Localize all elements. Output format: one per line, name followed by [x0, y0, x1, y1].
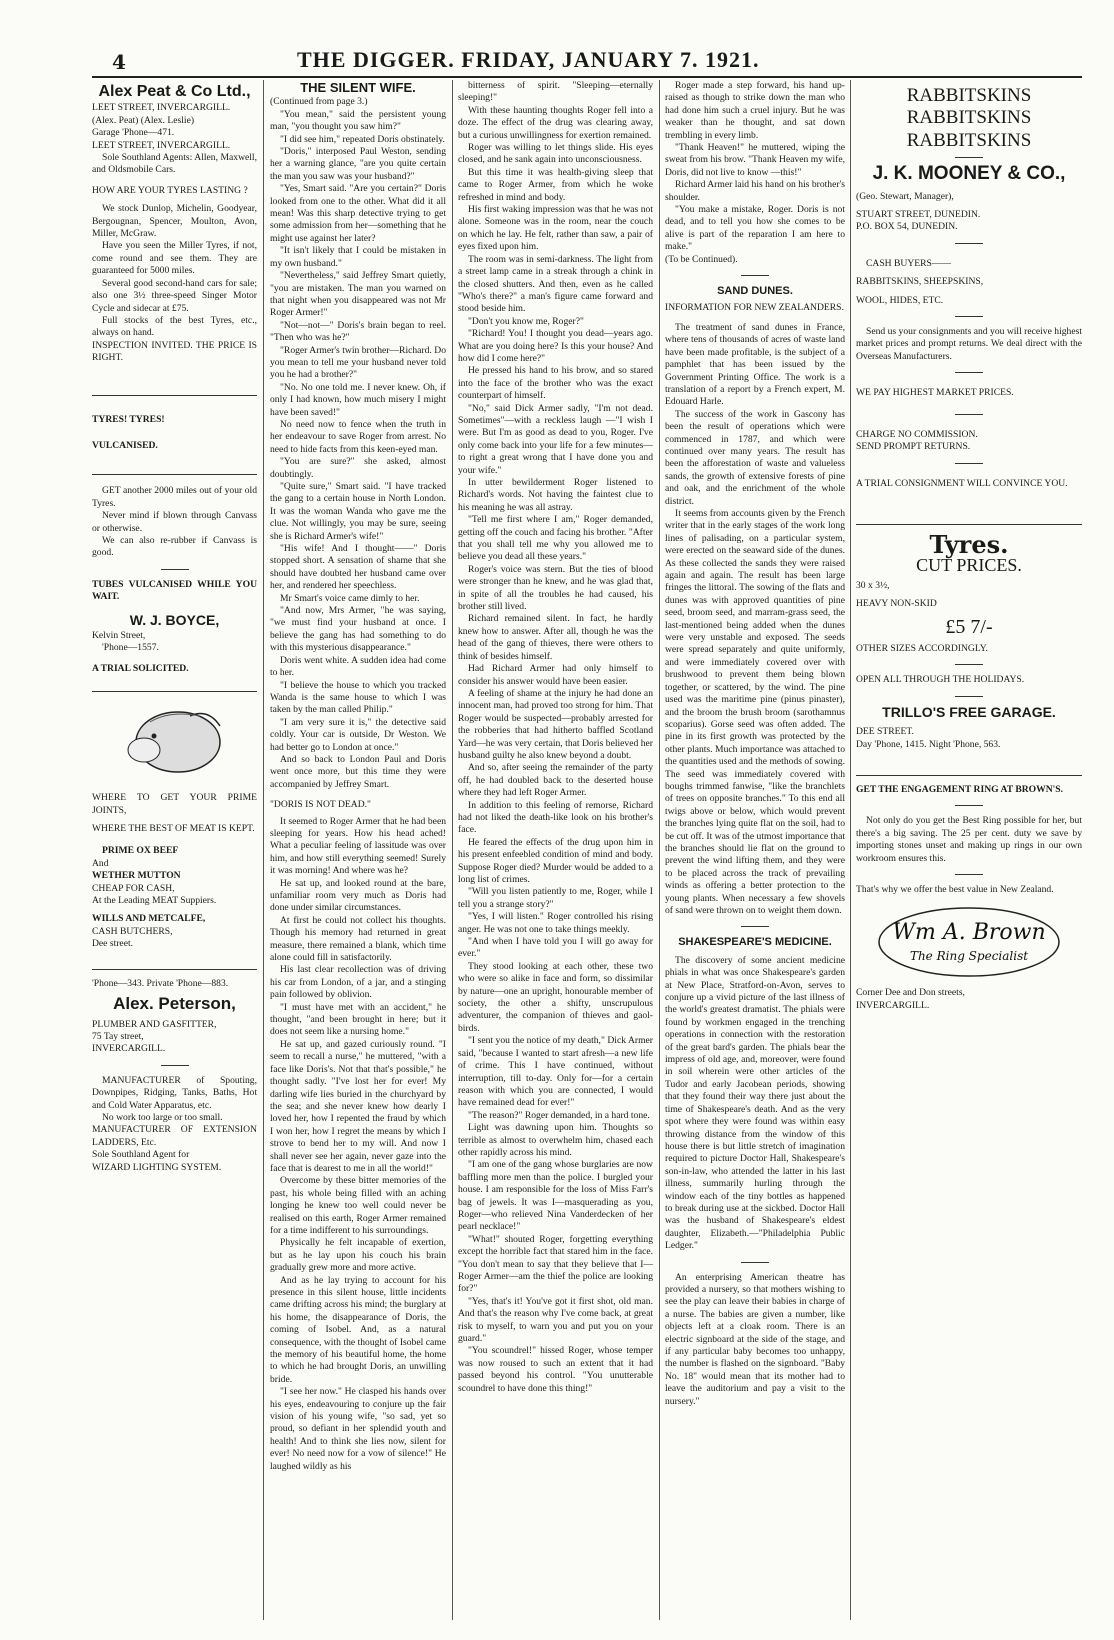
brown-text: Not only do you get the Best Ring possible for her, but there's a big saving. The 25 per cent. duty we save by importing stones unset and making up rings in our own workroom ensures this.	[856, 815, 1082, 864]
sand-dunes-body	[665, 322, 845, 918]
open-holidays: OPEN ALL THROUGH THE HOLIDAYS.	[856, 674, 1025, 686]
shakespeare-title: SHAKESPEARE'S MEDICINE.	[678, 936, 832, 949]
butcher-leading: At the Leading MEAT Suppiers.	[92, 895, 217, 907]
brown-corner: Corner Dee and Don streets,	[856, 987, 965, 999]
theatre-nursery-text: An enterprising American theatre has provided a nursery, so that mothers wishing to see the play can leave their babies in charge of a nurse. The babies are given a number, like objects left at a cloak room. There is an electric signboard at the side of the stage, and if any particular baby becomes too unhappy, the number is flashed on the signboard. "Baby No. 18" would mean that its mother had to leave the auditorium and pay a visit to the nursery."	[665, 1271, 845, 1407]
paragraph: His first waking impression was that he was not alone. Someone was in the room, near the couch on which he lay. He felt, rather than saw, a pair of eyes fixed upon him.	[458, 204, 653, 253]
paragraph: But this time it was health-giving sleep that came to Roger Armer, from which he woke refreshed in mind and body.	[458, 166, 653, 203]
mooney-pay: WE PAY HIGHEST MARKET PRICES.	[856, 387, 1014, 399]
masthead	[92, 44, 1082, 78]
paragraph: bitterness of spirit. "Sleeping—eternally sleeping!"	[458, 80, 653, 104]
paragraph: "Yes, that's it! You've got it first shot, old man. And that's the reason why I've come back, at great risk to myself, to warn you and put you on your guard."	[458, 1295, 653, 1345]
paragraph: Roger's voice was stern. But the ties of blood were stronger than he knew, and he was glad that, in spite of all the troubles he had caused, his brother still lived.	[458, 563, 653, 613]
paragraph: "I believe the house to which you tracked Wanda is the same house to which I was taken by the man called Philip."	[270, 679, 446, 716]
paragraph: "I did see him," repeated Doris obstinately.	[280, 133, 445, 145]
peterson-phones: 'Phone—343. Private 'Phone—883.	[92, 977, 229, 989]
boyce-text: GET another 2000 miles out of your old Tyres.	[92, 485, 257, 509]
boyce-text: Never mind if blown through Canvass or otherwise.	[92, 510, 257, 534]
paragraph: "Not—not—" Doris's brain began to reel. "Then who was he?"	[270, 319, 446, 344]
peat-name: Alex Peat & Co Ltd.,	[98, 83, 251, 100]
divider	[92, 969, 257, 970]
paragraph: "Yes, Smart said. "Are you certain?" Doris looked from one to the other. What did it all mean! Was this sharp detective trying to get some admission from her—something that he might use against her later?	[270, 183, 446, 244]
paragraph: In utter bewilderment Roger listened to Richard's words. Not having the faintest clue to his meaning he was all astray.	[458, 477, 653, 513]
mooney-wool: WOOL, HIDES, ETC.	[856, 294, 944, 306]
boyce-phone: 'Phone—1557.	[102, 642, 159, 654]
paragraph: "Yes, I will listen." Roger controlled his rising anger. He was not one to take things meekly.	[458, 911, 653, 935]
paragraph: "Richard! You! I thought you dead—years ago. What are you doing here? Is this your house? And how did I come here?"	[458, 328, 653, 364]
boyce-trial: A TRIAL SOLICITED.	[92, 662, 189, 674]
peat-miller: Have you seen the Miller Tyres, if not, come round and see them. They are guaranteed for 5000 miles.	[92, 240, 257, 277]
paragraph: It seems from accounts given by the French writer that in the early stages of the work long lines of palisading, on a particular system, were erected on the seaward side of the dunes. As these collected the sands they were raised again and again. The result has been large fringes the littoral. The sowing of the flats and dunes was with approved quantities of pine seed, broom seed, and marram-grass seed, the last-mentioned being added when the dunes were very unstable and exposed. The seeds were spread separately and quite uniformly, and were immediately covered over with brushwood to prevent them being blown together, or scattered, by the wind. The pine used was the maritime pine (pinus pinaster), and the broom the brush broom (sarothamnus scoparius). Gorse seed was often added. The pine in its first growth was protected by the other plants. Much importance was attached to the quantities used and the methods of sowing. The seed was immediately covered with boughs trimmed fanwise, "like the branchlets of trees on opposite branches." To this end all twigs above or below, which would prevent the branches lying quite flat on the soil, had to be cut off. It was of the utmost importance that the branches should lie flat on the ground to prevent the wind lifting them, and they were to be placed across the track of prevailing winds as offering a better protection to the young plants. When necessary a few shovels of sand were thrown on to weight them down.	[665, 508, 845, 916]
peterson-text: MANUFACTURER of Spouting, Downpipes, Ridging, Tanks, Baths, Hot and Cold Water Apparatus, etc.	[92, 1074, 257, 1111]
newspaper-title: THE DIGGER. FRIDAY, JANUARY 7. 1921.	[297, 47, 760, 72]
divider	[741, 1262, 769, 1263]
paragraph: With these haunting thoughts Roger fell into a doze. The effect of the drug was clearing away, but a curious unwillingness for exertion remained.	[458, 104, 653, 141]
divider	[856, 775, 1082, 776]
divider	[92, 691, 257, 692]
paragraph: The discovery of some ancient medicine phials in what was once Shakespeare's garden at New Place, Stratford-on-Avon, serves to conjure up a vivid picture of the last illness of the world's greatest dramatist. The phials were found by workmen engaged in the trenching operations in connection with the restoration of the great bard's garden. The phials bear the impress of old age, and, moreover, were found in soil wherein were other articles of the Tudor and early Jacobean periods, showing that they found their way there just about the time of Shakespeare's death. And as the very spot where they were found was within easy throwing distance from the window of this house there is but little stretch of imagination required to picture Doctor Hall, Shakespeare's son-in-law, who attended the latter in his last illness, summarily hurling through the window each of the tiny bottles as happened to break during use at the sickbed. Doctor Hall was the husband of Shakespeare's eldest daughter, Elizabeth.—"Philadelphia Public Ledger."	[665, 954, 845, 1252]
to-be-continued: (To be Continued).	[665, 253, 738, 265]
tyre-price: £5 7/-	[945, 615, 993, 638]
butcher-line: WHERE THE BEST OF MEAT IS KEPT.	[92, 823, 255, 835]
divider	[955, 157, 983, 158]
paragraph: Physically he felt incapable of exertion, but as he lay upon his couch his brain gradually grew more and more active.	[270, 1237, 446, 1274]
column-advertisements-right	[856, 80, 1082, 1615]
story-body	[270, 109, 446, 791]
paragraph: "What!" shouted Roger, forgetting everything except the horrible fact that stared him in the face. "You don't mean to say that they believe that I—Roger Armer—am the thief the police are looking for?"	[458, 1233, 653, 1295]
tyre-size: 30 x 3½,	[856, 579, 890, 591]
paragraph: It seemed to Roger Armer that he had been sleeping for years. How his head ached! What a peculiar feeling of lassitude was over him, and how still everything seemed! Surely it was morning! And where was he?	[270, 815, 446, 877]
paragraph: His last clear recollection was of driving his car from London, of a jar, and a stinging pain followed by oblivion.	[270, 964, 446, 1001]
brown-heading: GET THE ENGAGEMENT RING AT BROWN'S.	[856, 783, 1064, 795]
column-advertisements-left	[92, 80, 257, 1615]
paragraph: Roger made a step forward, his hand up-raised as though to strike down the man who had done him such a cruel injury. But he was weaker than he thought, and sat down trembling in every limb.	[665, 80, 845, 141]
story-subheading: "DORIS IS NOT DEAD."	[270, 799, 371, 811]
peterson-street: 75 Tay street,	[92, 1030, 144, 1042]
shakespeare-body	[665, 955, 845, 1253]
mooney-send: Send us your consignments and you will receive highest market prices and prompt returns. We deal direct with the Overseas Manufacturers.	[856, 326, 1082, 362]
paragraph: "Will you listen patiently to me, Roger, while I tell you a strange story?"	[458, 886, 653, 910]
mooney-box: P.O. BOX 54, DUNEDIN.	[856, 221, 958, 233]
butcher-name: WILLS AND METCALFE,	[92, 913, 206, 925]
trillo-garage: TRILLO'S FREE GARAGE.	[882, 703, 1056, 720]
column-story-continued	[458, 80, 653, 1615]
peat-cars: Several good second-hand cars for sale; also one 3½ three-speed Singer Motor Cycle and sidecar at £75.	[92, 277, 257, 314]
paragraph: And so, after seeing the remainder of the party off, he had doubled back to the deserted house where they had left Roger Armer.	[458, 762, 653, 799]
paragraph: "Nevertheless," said Jeffrey Smart quietly, "you are mistaken. The man you warned on that night when you disappeared was not Mr Roger Armer!"	[270, 270, 446, 319]
paragraph: The room was in semi-darkness. The light from a street lamp came in a streak through a chink in the closed shutters. And then, even as he called "Who's there?" a man's figure came forward and stood beside him.	[458, 253, 653, 315]
story-ending	[665, 80, 845, 254]
paragraph: "I am one of the gang whose burglaries are now baffling more men than the police. I burgled your house. I am responsible for the loss of Miss Farr's bag of jewels. It was I—masquerading as you, Roger—who relieved Nina Vanderdecken of her pearl necklace!"	[458, 1159, 653, 1233]
divider	[955, 372, 983, 373]
divider	[741, 926, 769, 927]
mooney-trial: A TRIAL CONSIGNMENT WILL CONVINCE YOU.	[856, 477, 1068, 489]
story-body-col3	[458, 80, 653, 1395]
peterson-town: INVERCARGILL.	[92, 1043, 166, 1055]
peat-garage: Garage 'Phone—471.	[92, 127, 175, 139]
mooney-charge: CHARGE NO COMMISSION.	[856, 428, 978, 440]
divider	[955, 414, 983, 415]
paragraph: And so back to London Paul and Doris went once more, but this time they were accompanied by Jeffrey Smart.	[270, 753, 446, 790]
peterson-trade: PLUMBER AND GASFITTER,	[92, 1018, 217, 1030]
paragraph: "Tell me first where I am," Roger demanded, getting off the couch and facing his brother. "After that you shall tell me why you allowed me to believe you dead all these years."	[458, 514, 653, 563]
paragraph: Richard remained silent. In fact, he hardly knew how to answer. After all, though he was the head of the gang of thieves, there were others to think of besides himself.	[458, 613, 653, 662]
peat-agents: Sole Southland Agents: Allen, Maxwell, and Oldsmobile Cars.	[92, 152, 257, 176]
paragraph: "No," said Dick Armer sadly, "I'm not dead. Sometimes"—with a reckless laugh —"I wish I were. But I'm as good as dead to you, Roger. I've only come back into your life for a few minutes—to right a great wrong that I have done you and your wife."	[458, 402, 653, 476]
divider	[741, 275, 769, 276]
paragraph: Doris went white. A sudden idea had come to her.	[270, 654, 446, 679]
peat-address2: LEET STREET, INVERCARGILL.	[92, 139, 231, 151]
divider	[161, 1065, 189, 1066]
paragraph: The success of the work in Gascony has been the result of operations which were commenced in 1787, and which were continued over many years. The result has been the afforestation of waste and valueless sands, the growth of extensive forests of pine and oak, and the enrichment of the whole district.	[665, 408, 845, 507]
trillo-phones: Day 'Phone, 1415. Night 'Phone, 563.	[856, 738, 1001, 750]
logo-name: Wm A. Brown	[892, 920, 1046, 946]
paragraph: The treatment of sand dunes in France, where tens of thousands of acres of waste land have been made profitable, is the subject of a pamphlet that has been issued by the Government Printing Office. The work is a translation of a report by a French expert, M. Edouard Harle.	[665, 321, 845, 408]
divider	[955, 696, 983, 697]
mooney-skins: RABBITSKINS, SHEEPSKINS,	[856, 276, 984, 288]
sand-dunes-subtitle: INFORMATION FOR NEW ZEALANDERS.	[665, 301, 844, 313]
paragraph: And as he lay trying to account for his presence in this silent house, little incidents came drifting across his mind; the burglary at his home, the disappearance of Doris, the coming of Isobel. And, as a natural consequence, with the thought of Isobel came the memory of his beautiful home, the home to which he had brought Doris, an unwilling bride.	[270, 1274, 446, 1385]
paragraph: He feared the effects of the drug upon him in his present enfeebled condition of mind and body. Suppose Roger died? Murder would be added to a long list of crimes.	[458, 836, 653, 885]
peat-names: (Alex. Peat) (Alex. Leslie)	[92, 114, 195, 126]
divider	[955, 316, 983, 317]
peterson-text: No work too large or too small.	[102, 1111, 223, 1123]
paragraph: He sat up, and gazed curiously round. "I seem to recall a nurse," he muttered, "with a face like Doris's. Not that that's possible," he thought sadly. "I've lost her for ever! My darling wife lies buried in the churchyard by the sea; and she never knew how dearly I loved her, how I repented the fraud by which I won her, how I regret the means by which I strove to bend her to my will. And now I shall never see her again, never gaze into the face that is dearest to me in all the world!"	[270, 1038, 446, 1174]
rabbitskins-3: RABBITSKINS	[906, 129, 1032, 151]
paragraph: "I sent you the notice of my death," Dick Armer said, "because I wanted to start afresh—a new life of crime. This I have continued, without interruption, till to-day. Only for—for a certain reason with which you are connected, I would have remained dead for ever!"	[458, 1035, 653, 1109]
paragraph: Roger was willing to let things slide. His eyes closed, and he sank again into unconsciousness.	[458, 142, 653, 166]
paragraph: "It isn't likely that I could be mistaken in my own husband."	[270, 245, 446, 269]
tyres-heading: Tyres.	[929, 529, 1009, 559]
story-title: THE SILENT WIFE.	[300, 80, 416, 95]
paragraph: "You mean," said the persistent young man, "you thought you saw him?"	[270, 108, 446, 133]
mooney-buyers: CASH BUYERS——	[866, 257, 952, 269]
paragraph: Light was dawning upon him. Thoughts so terrible as almost to overwhelm him, chased each other rapidly across his mind.	[458, 1122, 653, 1158]
paragraph: No need now to fence when the truth in her endeavour to save Roger from arrest. No need to hide facts from this keen-eyed man.	[270, 418, 446, 455]
boyce-name: W. J. BOYCE,	[129, 611, 220, 628]
paragraph: "I must have met with an accident," he thought, "and been brought in here; but it does not seem like a nursing home."	[270, 1001, 446, 1038]
paragraph: Overcome by these bitter memories of the past, his whole being filled with an aching longing he knew too well could never be realised on this earth, Roger Armer remained for a time indifferent to his surroundings.	[270, 1175, 446, 1236]
brown-value: That's why we offer the best value in New Zealand.	[856, 884, 1054, 895]
divider	[161, 569, 189, 570]
paragraph: "And when I have told you I will go away for ever."	[458, 936, 653, 960]
butcher-mutton: WETHER MUTTON	[92, 870, 181, 882]
peat-address: LEET STREET, INVERCARGILL.	[92, 102, 231, 114]
page-number: 4	[112, 50, 126, 74]
butcher-type: CASH BUTCHERS,	[92, 925, 173, 937]
paragraph: At first he could not collect his thoughts. Though his memory had returned in great measure, there remained a blank, which time alone could fill in satisfactorily.	[270, 914, 446, 964]
rabbitskins-1: RABBITSKINS	[906, 85, 1032, 106]
peat-stock: We stock Dunlop, Michelin, Goodyear, Bergougnan, Spencer, Moulton, Avon, Miller, McGraw.	[92, 203, 257, 240]
column-silent-wife	[270, 80, 446, 1615]
paragraph: "His wife! And I thought——" Doris stopped short. A sensation of shame that she should have doubted her husband came over her, and rendered her speechless.	[270, 543, 446, 592]
paragraph: "Don't you know me, Roger?"	[468, 315, 584, 327]
boyce-vulcanised: VULCANISED.	[92, 439, 158, 451]
mooney-manager: (Geo. Stewart, Manager),	[856, 190, 954, 202]
paragraph: Mr Smart's voice came dimly to her.	[280, 592, 420, 604]
paragraph: "And now, Mrs Armer, "he was saying, "we must find your husband at once. I believe the gang has had something to do with this mysterious disappearance."	[270, 605, 446, 654]
butcher-street: Dee street.	[92, 938, 134, 950]
butcher-line: WHERE TO GET YOUR PRIME JOINTS,	[92, 792, 257, 816]
paragraph: "You make a mistake, Roger. Doris is not dead, and to tell you how she comes to be alive is part of the reparation I am here to make."	[665, 204, 845, 253]
divider	[955, 805, 983, 806]
tyre-type: HEAVY NON-SKID	[856, 598, 937, 610]
peterson-text: MANUFACTURER OF EXTENSION LADDERS, Etc.	[92, 1124, 257, 1148]
column-rule	[850, 80, 851, 1620]
paragraph: He sat up, and looked round at the bare, unfamiliar room very much as Doris had done under similar circumstances.	[270, 877, 446, 914]
paragraph: "You scoundrel!" hissed Roger, whose temper was now roused to such an extent that it had passed beyond his control. "You unutterable scoundrel to have done this thing!"	[458, 1345, 653, 1394]
column-rule	[452, 80, 453, 1620]
boyce-street: Kelvin Street,	[92, 630, 146, 641]
peat-question: HOW ARE YOUR TYRES LASTING ?	[92, 184, 248, 196]
column-rule	[659, 80, 660, 1620]
peterson-text: WIZARD LIGHTING SYSTEM.	[92, 1161, 222, 1173]
cut-prices: CUT PRICES.	[916, 555, 1022, 576]
divider	[955, 463, 983, 464]
mooney-name: J. K. MOONEY & CO.,	[872, 163, 1066, 185]
peat-full: Full stocks of the best Tyres, etc., always on hand.	[92, 314, 257, 339]
brown-ring-logo	[874, 904, 1064, 979]
rabbitskins-2: RABBITSKINS	[906, 107, 1032, 129]
butcher-and: And	[92, 857, 109, 869]
divider	[92, 474, 257, 475]
column-rule	[263, 80, 264, 1620]
paragraph: "Quite sure," Smart said. "I have tracked the gang to a certain house in North London. It was the woman Wanda who gave me the clue. Not willingly, you may be sure, seeing she is Richard Armer's wife!"	[270, 481, 446, 542]
paragraph: "No. No one told me. I never knew. Oh, if only I had known, how much misery I might have been saved!"	[270, 381, 446, 418]
boyce-tubes: TUBES VULCANISED WHILE YOU WAIT.	[92, 578, 257, 603]
paragraph: They stood looking at each other, these two who were so alike in face and form, so dissimilar by nature—one an upright, honourable member of society, the other a shifty, unscrupulous adventurer, the companion of thieves and gaol-birds.	[458, 960, 653, 1034]
peterson-name: Alex. Peterson,	[113, 994, 236, 1014]
butcher-beef: PRIME OX BEEF	[102, 845, 179, 857]
divider	[92, 395, 257, 396]
paragraph: "Roger Armer's twin brother—Richard. Do you mean to tell me your husband never told you he had a brother?"	[270, 344, 446, 381]
column-articles	[665, 80, 845, 1615]
paragraph: "Doris," interposed Paul Weston, sending her a warning glance, "are you quite certain the man you saw was your husband?"	[270, 146, 446, 182]
paragraph: Richard Armer laid his hand on his brother's shoulder.	[665, 179, 845, 203]
paragraph: He pressed his hand to his brow, and so stared into the face of the brother who was the exact counterpart of himself.	[458, 365, 653, 402]
boyce-heading: TYRES! TYRES!	[92, 413, 165, 425]
divider	[955, 243, 983, 244]
sheep-head-illustration	[120, 702, 230, 782]
paragraph: "I am very sure it is," the detective said coldly. Your car is outside, Dr Weston. We had better go to London at once."	[270, 716, 446, 753]
paragraph: "You are sure?" she asked, almost doubtingly.	[270, 456, 446, 480]
story-continued: (Continued from page 3.)	[270, 96, 368, 108]
paragraph: In addition to this feeling of remorse, Richard had not liked the death-like look on his brother's face.	[458, 799, 653, 836]
story-body-continued	[270, 816, 446, 1474]
divider	[955, 664, 983, 665]
sand-dunes-title: SAND DUNES.	[717, 285, 793, 298]
paragraph: "Thank Heaven!" he muttered, wiping the sweat from his brow. "Thank Heaven my wife, Doris, did not live to know —this!"	[665, 142, 845, 178]
logo-tagline: The Ring Specialist	[909, 949, 1029, 964]
mooney-prompt: SEND PROMPT RETURNS.	[856, 441, 971, 453]
mooney-street: STUART STREET, DUNEDIN.	[856, 209, 981, 221]
divider	[856, 524, 1082, 525]
boyce-text: We can also re-rubber if Canvass is good.	[92, 534, 257, 559]
peterson-text: Sole Southland Agent for	[92, 1149, 190, 1161]
paragraph: A feeling of shame at the injury he had done an innocent man, had proved too strong for him. That Roger would be suspected—probably arrested for the robberies that had hitherto baffled Scotland Yard—he was very certain, that Doris believed her husband guilty he also knew beyond a doubt.	[458, 687, 653, 761]
paragraph: Had Richard Armer had only himself to consider his answer would have been easier.	[458, 663, 653, 687]
paragraph: "The reason?" Roger demanded, in a hard tone.	[468, 1109, 650, 1121]
butcher-cash: CHEAP FOR CASH,	[92, 882, 175, 894]
brown-town: INVERCARGILL.	[856, 999, 930, 1011]
trillo-street: DEE STREET.	[856, 726, 914, 738]
peat-inspection: INSPECTION INVITED. THE PRICE IS RIGHT.	[92, 339, 257, 364]
paragraph: "I see her now." He clasped his hands over his eyes, endeavouring to conjure up the fair vision of his young wife, "so sad, yet so proud, so defiant in her splendid youth and health! And to think she lies now, silent for ever! No need now for a vow of silence!" He laughed wildly as his	[270, 1386, 446, 1472]
tyre-other-sizes: OTHER SIZES ACCORDINGLY.	[856, 642, 988, 654]
divider	[955, 874, 983, 875]
